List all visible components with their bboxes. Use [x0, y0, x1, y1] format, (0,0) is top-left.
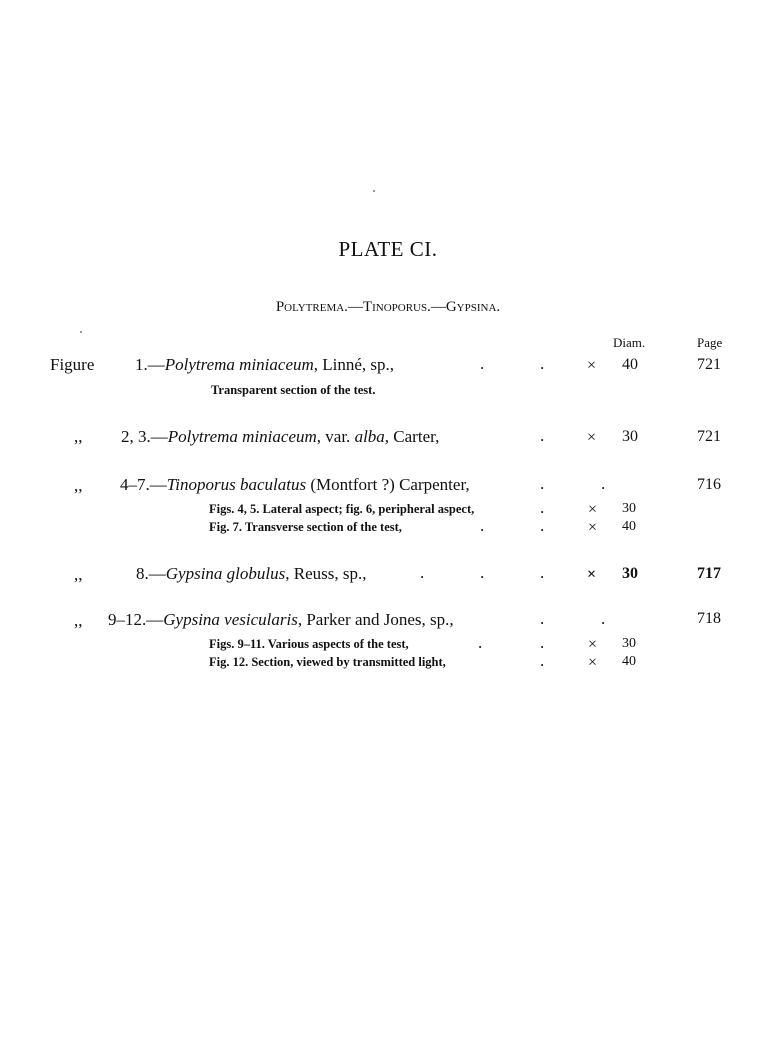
times-symbol: ×: [587, 357, 597, 374]
sub-entry-text: Figs. 4, 5. Lateral aspect; fig. 6, peripheral aspect,: [209, 502, 475, 516]
times-symbol: ×: [588, 654, 598, 671]
ditto-mark: ,,: [74, 476, 83, 495]
leader-dot: .: [478, 633, 483, 652]
page-value: 721: [697, 356, 721, 373]
diam-value: 30: [622, 565, 638, 582]
entry-caption: 8.—Gypsina globulus, Reuss, sp.,: [136, 564, 367, 583]
diam-value: 30: [622, 501, 636, 516]
scan-speck: [373, 190, 375, 192]
scan-speck: [80, 331, 82, 333]
leader-dot: .: [540, 516, 545, 535]
diam-value: 30: [622, 428, 638, 445]
entry-caption: 1.—Polytrema miniaceum, Linné, sp.,: [135, 355, 395, 374]
page-column-header: Page: [697, 335, 723, 350]
leader-dot: .: [540, 633, 545, 652]
leader-dot: .: [540, 426, 545, 445]
diam-value: 30: [622, 636, 636, 651]
plate-subtitle: Polytrema.—Tinoporus.—Gypsina.: [275, 299, 501, 315]
page-value: 716: [697, 476, 721, 493]
sub-entry-text: Fig. 7. Transverse section of the test,: [209, 520, 402, 534]
page-value: 718: [697, 610, 721, 627]
ditto-mark: ,,: [74, 565, 83, 584]
leader-dot: .: [540, 651, 545, 670]
diam-value: 40: [622, 356, 638, 373]
diam-value: 40: [622, 654, 636, 669]
leader-dot: .: [601, 474, 606, 493]
leader-dot: .: [601, 609, 606, 628]
leader-dot: .: [540, 563, 545, 582]
times-symbol: ×: [587, 566, 597, 583]
plate-title: PLATE CI.: [338, 237, 438, 261]
page-value: 721: [697, 428, 721, 445]
leader-dot: .: [480, 563, 485, 582]
entry-caption: 2, 3.—Polytrema miniaceum, var. alba, Carter,: [121, 427, 440, 446]
leader-dot: .: [480, 354, 485, 373]
sub-entry-text: Fig. 12. Section, viewed by transmitted light,: [209, 655, 446, 669]
page-value: 717: [697, 565, 721, 582]
times-symbol: ×: [588, 636, 598, 653]
leader-dot: .: [540, 498, 545, 517]
sub-entry-text: Figs. 9–11. Various aspects of the test,: [209, 637, 409, 651]
leader-dot: .: [420, 563, 425, 582]
times-symbol: ×: [588, 519, 598, 536]
diam-column-header: Diam.: [613, 335, 646, 350]
figure-prefix: Figure: [50, 355, 95, 374]
ditto-mark: ,,: [74, 427, 83, 446]
leader-dot: .: [540, 609, 545, 628]
leader-dot: .: [540, 354, 545, 373]
times-symbol: ×: [588, 501, 598, 518]
entry-note: Transparent section of the test.: [211, 383, 376, 397]
diam-value: 40: [622, 519, 636, 534]
entry-caption: 9–12.—Gypsina vesicularis, Parker and Jones, sp.,: [108, 610, 454, 629]
times-symbol: ×: [587, 429, 597, 446]
ditto-mark: ,,: [74, 611, 83, 630]
leader-dot: .: [540, 474, 545, 493]
entry-caption: 4–7.—Tinoporus baculatus (Montfort ?) Carpenter,: [120, 475, 470, 494]
leader-dot: .: [480, 516, 485, 535]
